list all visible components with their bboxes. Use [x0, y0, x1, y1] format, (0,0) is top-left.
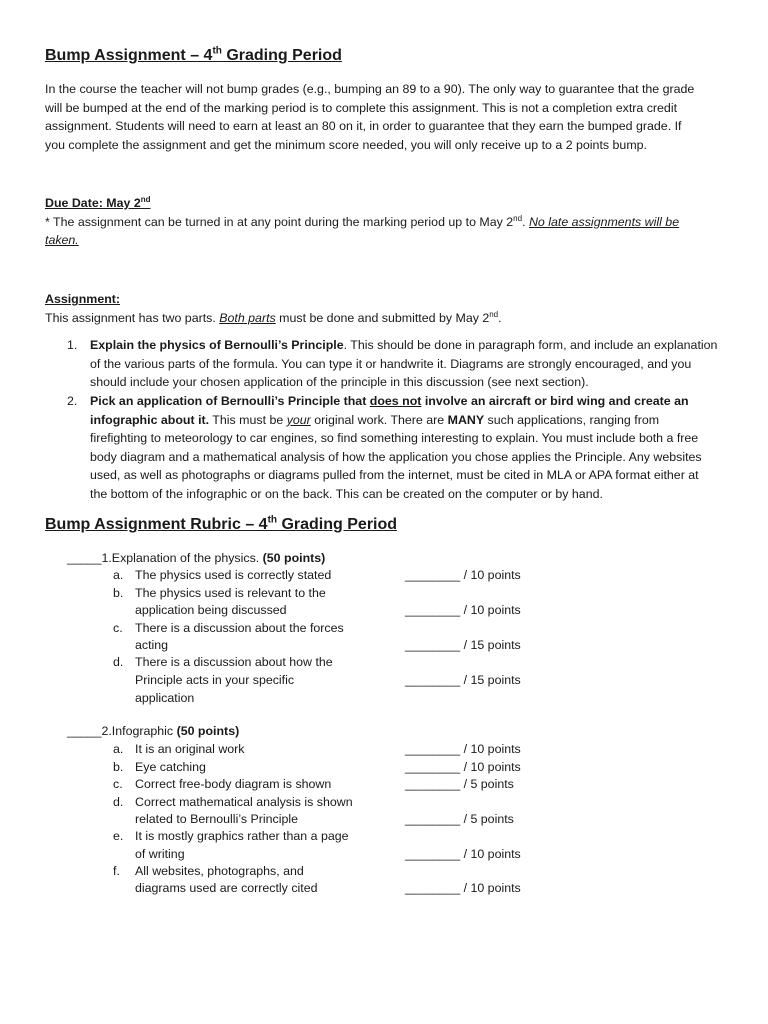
late-policy: No late assignments will be: [528, 214, 680, 229]
intro-line: you complete the assignment and get the minimum score needed, you will only receive up to a 2 points bump.: [45, 137, 647, 152]
due-date-label: Due Date: May 2nd: [45, 194, 151, 210]
assignment-intro: This assignment has two parts. Both parts must be done and submitted by May 2nd.: [45, 309, 502, 325]
intro-line: In the course the teacher will not bump grades (e.g., bumping an 89 to a 90). The only way to guarantee that the grade: [45, 82, 695, 96]
item-line: used, as well as photographs or diagrams pulled from the internet, must be cited in MLA or APA format either at: [90, 468, 699, 483]
score-line: ________ / 5 points: [405, 812, 514, 826]
item-line: Pick an application of Bernoulli’s Principle that does not involve an aircraft or bird wing and create an: [90, 394, 689, 408]
document-page: Bump Assignment – 4th Grading Period In the course the teacher will not bump grades (e.g., bumping an 89 to a 90). The only way to guarantee that the grade will be bumped at the end of the marking period is to complete this assignment. This is not a completion extra credit assignment. Students will need to earn at least an 80 on it, in order to guarantee that they earn the bumped grade. If you complete the assignment and get the minimum score needed, you will only receive up to a 2 points bump. Due Date: May 2nd * The assignment can be turned in at any point during the marking period up to May 2nd. No late assignments will be taken. Assignment: This assignment has two parts. Both parts must be done and submitted by May 2nd. 1. Explain the physics of Bernoulli’s Principle. This should be done in paragraph form, and include an explanation of the various parts of the formula. You can type it or handwrite it. Diagrams are strongly encouraged, and you should include your chosen application of the principle in this discussion (see next section). 2. Pick an application of Bernoulli’s Principle that does not involve an aircraft or bird wing and create an infographic about it. This must be your original work. There are MANY such applications, ranging from firefighting to meteorology to car engines, so find something interesting to explain. You must include both a free body diagram and a mathematical analysis of how the application you chose applies the Principle. Any websites used, as well as photographs or diagrams pulled from the internet, must be cited in MLA or APA format either at the bottom of the infographic or on the back. This can be created on the computer or by hand. Bump Assignment Rubric – 4th Grading Period _____1.Explanation of the physics. (50 points) a. The physics used is correctly stated ________ / 10 points b. The physics used is relevant to the application being discussed ________ / 10 points c. There is a discussion about the forces acting ________ / 15 points d. There is a discussion about how the Principle acts in your specific ________ / 15 points application _____2.Infographic (50 points) a. It is an original work ________ / 10 points b. Eye catching ________ / 10 points c. Correct free-body diagram is shown ________ / 5 points d. Correct mathematical analysis is shown related to Bernoulli’s Principle ________ / 5 points e. It is mostly graphics rather than a page of writing ________ / 10 points f. All websites, photographs, and diagrams used are correctly cited ________ / 10 points: [0, 0, 768, 1024]
rubric-title: Bump Assignment Rubric – 4th Grading Period: [45, 514, 398, 533]
score-line: ________ / 15 points: [405, 673, 521, 687]
intro-line: will be bumped at the end of the marking period is to complete this assignment. This is not a completion extra credit: [45, 100, 678, 115]
item-line: infographic about it. This must be your original work. There are MANY such applications, ranging from: [90, 412, 660, 427]
score-blank: _____: [67, 551, 102, 565]
score-blank: _____: [67, 724, 102, 738]
score-line: ________ / 10 points: [405, 568, 521, 582]
item-line: Explain the physics of Bernoulli’s Principle. This should be done in paragraph form, and include an explanation: [90, 338, 718, 352]
rubric-section-2-header: _____2.Infographic (50 points): [67, 724, 240, 738]
item-number: 1.: [67, 338, 78, 352]
score-line: ________ / 10 points: [405, 847, 521, 861]
item-line: the bottom of the infographic or on the back. This can be created on the computer or by hand.: [90, 486, 603, 501]
page-title: Bump Assignment – 4th Grading Period: [45, 45, 342, 64]
score-line: ________ / 10 points: [405, 760, 521, 774]
late-policy-continued: taken.: [45, 233, 79, 248]
assignment-item-1: [0, 336, 768, 396]
intro-line: assignment. Students will need to earn at least an 80 on it, in order to guarantee that they earn the bumped grade. If: [45, 119, 682, 134]
score-line: ________ / 10 points: [405, 603, 521, 617]
due-date-note: * The assignment can be turned in at any point during the marking period up to May 2nd. No late assignments will be: [45, 213, 680, 229]
rubric-section-1-header: _____1.Explanation of the physics. (50 points): [67, 551, 326, 565]
item-line: firefighting to meteorology to car engines, so find something interesting to explain. You must include both a free: [90, 431, 699, 446]
score-line: ________ / 15 points: [405, 638, 521, 652]
score-line: ________ / 10 points: [405, 742, 521, 756]
item-number: 2.: [67, 394, 78, 408]
assignment-item-2: [0, 392, 768, 507]
item-line: of the various parts of the formula. You can type it or handwrite it. Diagrams are strongly encouraged, and you: [90, 356, 692, 371]
assignment-label: Assignment:: [45, 292, 121, 306]
assignment-section: [45, 290, 715, 327]
item-line: body diagram and a mathematical analysis of how the application you chose applies the Principle. Any websites: [90, 449, 702, 464]
item-line: should include your chosen application of the principle in this discussion (see next section).: [90, 375, 589, 390]
score-line: ________ / 10 points: [405, 881, 521, 895]
intro-paragraph: [45, 80, 715, 154]
score-line: ________ / 5 points: [405, 777, 514, 791]
due-date-section: [45, 194, 715, 250]
